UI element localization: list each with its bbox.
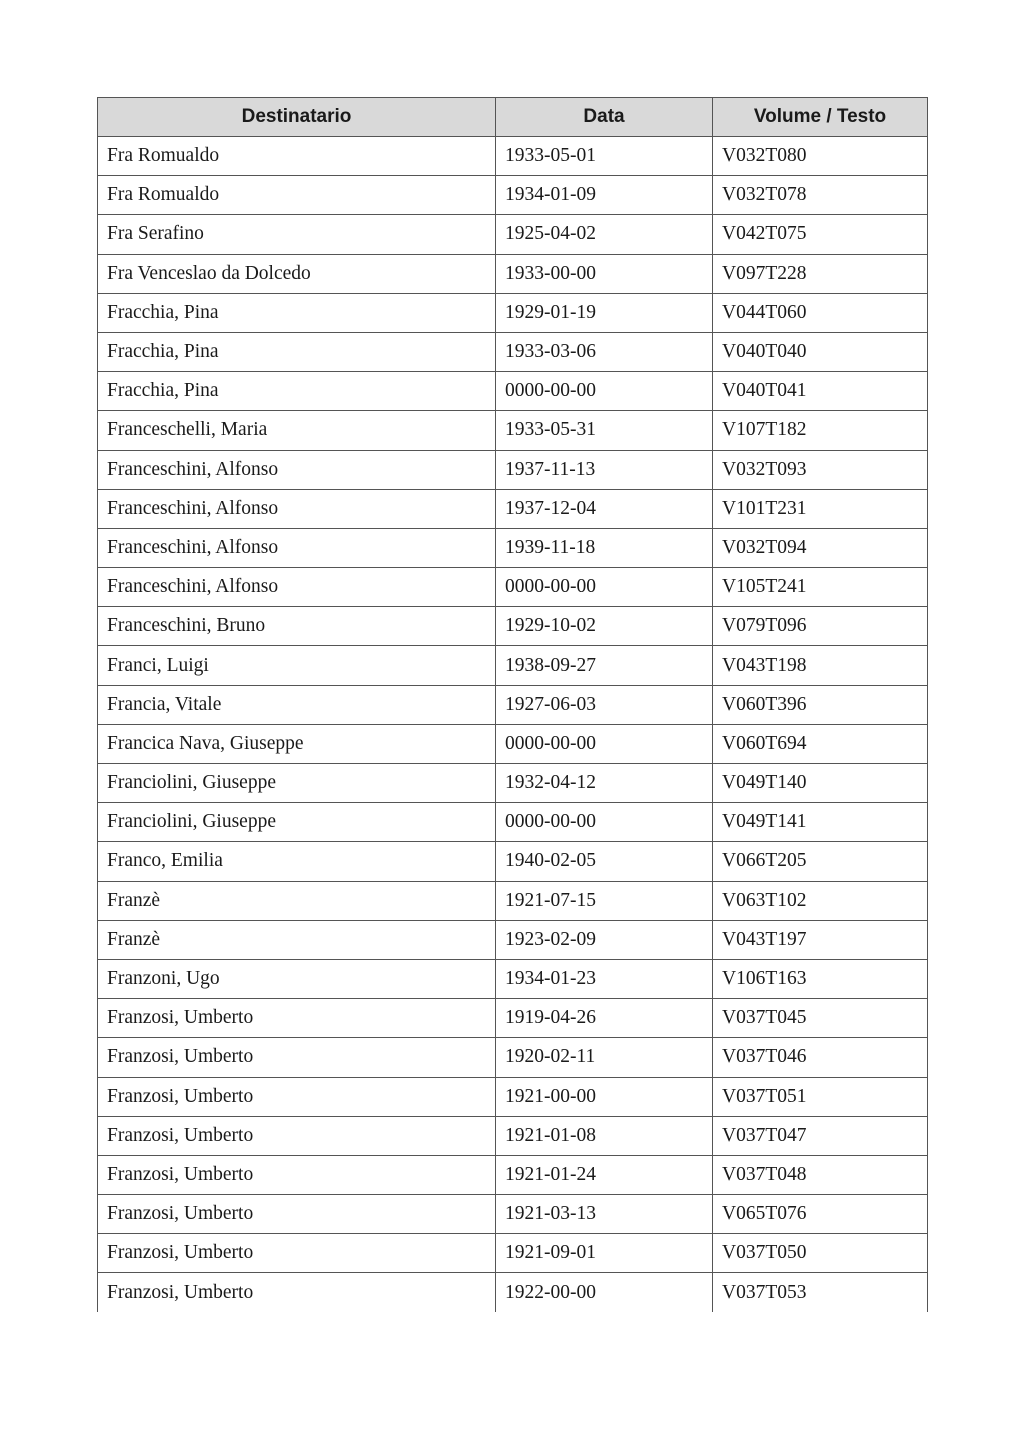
cell-destinatario: Franzosi, Umberto xyxy=(98,1038,496,1077)
cell-data: 1923-02-09 xyxy=(496,920,713,959)
cell-data: 1929-10-02 xyxy=(496,607,713,646)
cell-destinatario: Franzosi, Umberto xyxy=(98,1155,496,1194)
cell-volume-testo: V065T076 xyxy=(713,1195,928,1234)
cell-destinatario: Fracchia, Pina xyxy=(98,332,496,371)
cell-volume-testo: V040T041 xyxy=(713,372,928,411)
table-row xyxy=(98,881,928,920)
table-row xyxy=(98,176,928,215)
cell-destinatario: Franzè xyxy=(98,920,496,959)
table-row xyxy=(98,724,928,763)
cell-volume-testo: V049T140 xyxy=(713,764,928,803)
cell-volume-testo: V032T093 xyxy=(713,450,928,489)
table-row xyxy=(98,568,928,607)
cell-data: 0000-00-00 xyxy=(496,724,713,763)
cell-volume-testo: V037T046 xyxy=(713,1038,928,1077)
cell-destinatario: Fra Romualdo xyxy=(98,176,496,215)
cell-volume-testo: V049T141 xyxy=(713,803,928,842)
table-row xyxy=(98,450,928,489)
cell-data: 1921-07-15 xyxy=(496,881,713,920)
cell-volume-testo: V042T075 xyxy=(713,215,928,254)
table-row xyxy=(98,764,928,803)
cell-destinatario: Franzosi, Umberto xyxy=(98,1234,496,1273)
table-row xyxy=(98,842,928,881)
cell-volume-testo: V063T102 xyxy=(713,881,928,920)
cell-data: 1929-01-19 xyxy=(496,293,713,332)
cell-volume-testo: V107T182 xyxy=(713,411,928,450)
cell-data: 1933-05-31 xyxy=(496,411,713,450)
cell-data: 1934-01-23 xyxy=(496,959,713,998)
cell-data: 1922-00-00 xyxy=(496,1273,713,1312)
cell-destinatario: Francia, Vitale xyxy=(98,685,496,724)
table-row xyxy=(98,372,928,411)
cell-destinatario: Franciolini, Giuseppe xyxy=(98,803,496,842)
table-row xyxy=(98,920,928,959)
cell-volume-testo: V037T047 xyxy=(713,1116,928,1155)
cell-volume-testo: V101T231 xyxy=(713,489,928,528)
cell-volume-testo: V105T241 xyxy=(713,568,928,607)
table-row xyxy=(98,528,928,567)
cell-data: 1933-00-00 xyxy=(496,254,713,293)
cell-volume-testo: V066T205 xyxy=(713,842,928,881)
table-row xyxy=(98,685,928,724)
header-row xyxy=(98,98,928,137)
table-row xyxy=(98,1234,928,1273)
cell-destinatario: Fracchia, Pina xyxy=(98,293,496,332)
cell-volume-testo: V032T078 xyxy=(713,176,928,215)
cell-data: 1920-02-11 xyxy=(496,1038,713,1077)
table-row xyxy=(98,215,928,254)
cell-destinatario: Fra Serafino xyxy=(98,215,496,254)
table-row xyxy=(98,411,928,450)
cell-destinatario: Franceschelli, Maria xyxy=(98,411,496,450)
cell-volume-testo: V032T094 xyxy=(713,528,928,567)
cell-volume-testo: V032T080 xyxy=(713,137,928,176)
cell-data: 1921-00-00 xyxy=(496,1077,713,1116)
table-row xyxy=(98,999,928,1038)
cell-destinatario: Fracchia, Pina xyxy=(98,372,496,411)
cell-data: 1933-05-01 xyxy=(496,137,713,176)
table-row xyxy=(98,254,928,293)
table-header xyxy=(98,98,928,137)
table-row xyxy=(98,607,928,646)
cell-data: 1925-04-02 xyxy=(496,215,713,254)
cell-volume-testo: V044T060 xyxy=(713,293,928,332)
cell-data: 1934-01-09 xyxy=(496,176,713,215)
table-row xyxy=(98,137,928,176)
cell-destinatario: Francica Nava, Giuseppe xyxy=(98,724,496,763)
cell-volume-testo: V079T096 xyxy=(713,607,928,646)
cell-volume-testo: V097T228 xyxy=(713,254,928,293)
cell-destinatario: Franzosi, Umberto xyxy=(98,1077,496,1116)
cell-destinatario: Franzè xyxy=(98,881,496,920)
table-row xyxy=(98,1195,928,1234)
cell-data: 1937-11-13 xyxy=(496,450,713,489)
cell-destinatario: Franzoni, Ugo xyxy=(98,959,496,998)
cell-destinatario: Franzosi, Umberto xyxy=(98,1273,496,1312)
table-row xyxy=(98,1038,928,1077)
cell-data: 0000-00-00 xyxy=(496,568,713,607)
cell-destinatario: Franceschini, Bruno xyxy=(98,607,496,646)
cell-destinatario: Franceschini, Alfonso xyxy=(98,489,496,528)
cell-destinatario: Fra Romualdo xyxy=(98,137,496,176)
cell-volume-testo: V043T198 xyxy=(713,646,928,685)
cell-destinatario: Franco, Emilia xyxy=(98,842,496,881)
cell-data: 1933-03-06 xyxy=(496,332,713,371)
cell-destinatario: Franceschini, Alfonso xyxy=(98,568,496,607)
table-row xyxy=(98,293,928,332)
correspondence-table xyxy=(97,97,928,1312)
cell-destinatario: Franceschini, Alfonso xyxy=(98,450,496,489)
table-row xyxy=(98,1077,928,1116)
cell-data: 1938-09-27 xyxy=(496,646,713,685)
cell-data: 1921-09-01 xyxy=(496,1234,713,1273)
cell-data: 1940-02-05 xyxy=(496,842,713,881)
cell-data: 1927-06-03 xyxy=(496,685,713,724)
table-row xyxy=(98,1116,928,1155)
cell-data: 0000-00-00 xyxy=(496,372,713,411)
cell-destinatario: Franzosi, Umberto xyxy=(98,1195,496,1234)
cell-volume-testo: V040T040 xyxy=(713,332,928,371)
table-row xyxy=(98,646,928,685)
column-header-destinatario: Destinatario xyxy=(98,98,496,137)
cell-volume-testo: V037T045 xyxy=(713,999,928,1038)
cell-volume-testo: V037T053 xyxy=(713,1273,928,1312)
cell-volume-testo: V037T050 xyxy=(713,1234,928,1273)
cell-volume-testo: V043T197 xyxy=(713,920,928,959)
cell-destinatario: Franzosi, Umberto xyxy=(98,999,496,1038)
cell-volume-testo: V106T163 xyxy=(713,959,928,998)
cell-data: 1921-03-13 xyxy=(496,1195,713,1234)
cell-data: 1919-04-26 xyxy=(496,999,713,1038)
table-row xyxy=(98,803,928,842)
column-header-data: Data xyxy=(496,98,713,137)
cell-volume-testo: V037T048 xyxy=(713,1155,928,1194)
cell-destinatario: Franceschini, Alfonso xyxy=(98,528,496,567)
cell-data: 1932-04-12 xyxy=(496,764,713,803)
cell-volume-testo: V060T396 xyxy=(713,685,928,724)
table-row xyxy=(98,1155,928,1194)
table-row xyxy=(98,959,928,998)
table-row xyxy=(98,332,928,371)
cell-destinatario: Fra Venceslao da Dolcedo xyxy=(98,254,496,293)
table-row xyxy=(98,1273,928,1312)
cell-data: 1921-01-24 xyxy=(496,1155,713,1194)
column-header-volume-testo: Volume / Testo xyxy=(713,98,928,137)
table-body xyxy=(98,137,928,1313)
cell-data: 1937-12-04 xyxy=(496,489,713,528)
cell-data: 0000-00-00 xyxy=(496,803,713,842)
cell-data: 1939-11-18 xyxy=(496,528,713,567)
cell-destinatario: Franciolini, Giuseppe xyxy=(98,764,496,803)
table-row xyxy=(98,489,928,528)
cell-data: 1921-01-08 xyxy=(496,1116,713,1155)
cell-volume-testo: V060T694 xyxy=(713,724,928,763)
cell-volume-testo: V037T051 xyxy=(713,1077,928,1116)
cell-destinatario: Franzosi, Umberto xyxy=(98,1116,496,1155)
cell-destinatario: Franci, Luigi xyxy=(98,646,496,685)
